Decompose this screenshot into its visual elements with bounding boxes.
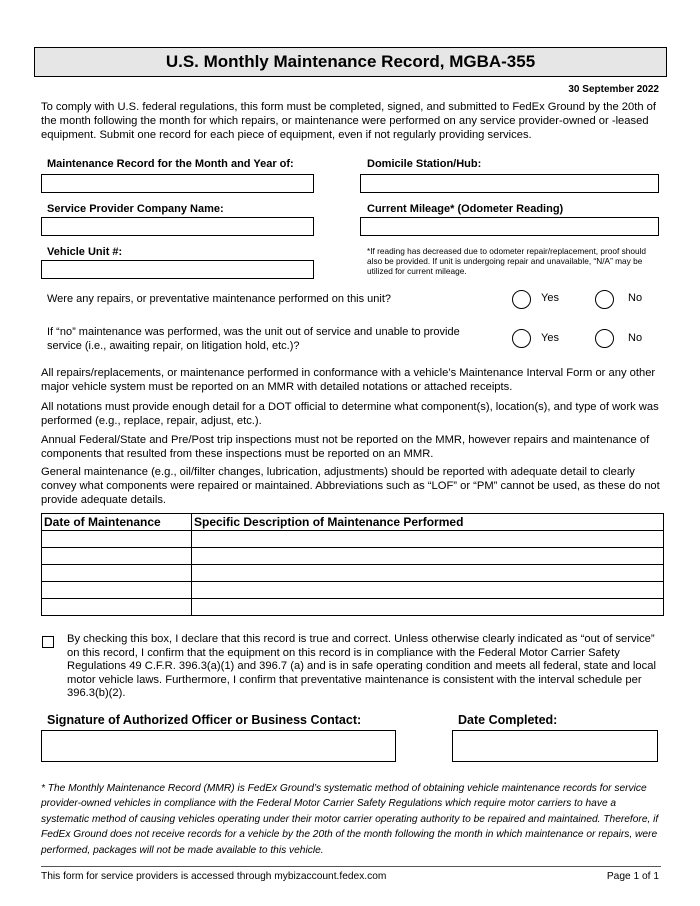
domicile-label: Domicile Station/Hub: [367,158,482,170]
date-completed-input[interactable] [452,730,658,762]
signature-input[interactable] [41,730,396,762]
maintenance-table [41,513,664,616]
oos-no-label: No [628,332,643,344]
repairs-yes-radio[interactable] [512,290,531,309]
oos-no-radio[interactable] [595,329,614,348]
question-repairs: Were any repairs, or preventative maintenance performed on this unit? [47,293,392,305]
signature-label: Signature of Authorized Officer or Business Contact: [47,713,362,727]
instruction-paragraph: All repairs/replacements, or maintenance performed in conformance with a vehicle’s Maintenance Interval Form or any other major vehicle system must be reported on an MMR with detailed notations or attached receipts. [41,367,656,393]
repairs-no-label: No [628,292,643,304]
company-input[interactable] [41,217,314,236]
instruction-paragraph: General maintenance (e.g., oil/filter changes, lubrication, adjustments) should be reported with adequate detail to clearly convey what components were repaired or maintained. Abbreviations such as “LOF” or “PM” cannot be used, as these do not provide adequate details. [41,466,660,506]
date-cell[interactable] [42,548,192,565]
table-row [42,582,664,599]
table-row [42,548,664,565]
description-cell[interactable] [192,599,664,616]
date-cell[interactable] [42,599,192,616]
instruction-paragraph: Annual Federal/State and Pre/Post trip inspections must not be reported on the MMR, however repairs and maintenance of components that resulted from these inspections must be reported on an MMR. [41,434,650,460]
intro-text: To comply with U.S. federal regulations, this form must be completed, signed, and submitted to FedEx Ground by the 20th of the month following the month for which repairs, or maintenance were performed on any service provider-owned or -leased equipment. Submit one record for each piece of equipment, even if not regularly providing services. [41,101,657,141]
description-cell[interactable] [192,548,664,565]
description-cell[interactable] [192,531,664,548]
declaration-text: By checking this box, I declare that this record is true and correct. Unless otherwise clearly indicated as “out of service” on this record, I confirm that the equipment on this record is in compliance with the Federal Motor Carrier Safety Regulations 49 C.F.R. 396.3(a)(1) and 396.7 (a) and is in safe operating condition and meets all federal, state and local motor vehicle laws. Furthermore, I confirm that preventative maintenance is consistent with the interval schedule per 396.3(b)(2). [67,633,656,700]
table-row [42,565,664,582]
date-cell[interactable] [42,531,192,548]
date-cell[interactable] [42,582,192,599]
repairs-yes-label: Yes [541,292,559,304]
domicile-input[interactable] [360,174,659,193]
date-completed-label: Date Completed: [458,713,558,727]
month-year-label: Maintenance Record for the Month and Year of: [47,158,294,170]
mileage-note: *If reading has decreased due to odometer repair/replacement, proof should also be provided. If unit is undergoing repair and unavailable, “N/A” may be utilized for current mileage. [367,246,647,277]
oos-yes-radio[interactable] [512,329,531,348]
vehicle-unit-label: Vehicle Unit #: [47,246,123,258]
mileage-label: Current Mileage* (Odometer Reading) [367,203,564,215]
form-title: U.S. Monthly Maintenance Record, MGBA-355 [34,47,667,77]
table-row [42,599,664,616]
description-cell[interactable] [192,582,664,599]
form-date: 30 September 2022 [568,84,659,95]
col-description-header: Specific Description of Maintenance Performed [192,514,664,531]
date-cell[interactable] [42,565,192,582]
page-number: Page 1 of 1 [606,871,659,882]
table-header-row [42,514,664,531]
vehicle-unit-input[interactable] [41,260,314,279]
question-out-of-service: If “no” maintenance was performed, was the unit out of service and unable to provide service (i.e., awaiting repair, on litigation hold, etc.)? [47,326,460,352]
col-date-header: Date of Maintenance [42,514,192,531]
footer-divider [41,866,661,867]
month-year-input[interactable] [41,174,314,193]
company-label: Service Provider Company Name: [47,203,224,215]
repairs-no-radio[interactable] [595,290,614,309]
footnote: * The Monthly Maintenance Record (MMR) is FedEx Ground’s systematic method of obtaining vehicle maintenance records for service provider-owned vehicles in compliance with the Federal Motor Carrier Safety Regulations which require motor carriers to have a systematic method of causing vehicles operating under their motor carrier operating authority to be repaired and maintained. Therefore, if FedEx Ground does not receive records for a vehicle by the 20th of the month following the month in which maintenance or repairs, were performed, packages will not be made available to this vehicle. [41,783,659,856]
description-cell[interactable] [192,565,664,582]
oos-yes-label: Yes [541,332,559,344]
footer-note: This form for service providers is accessed through mybizaccount.fedex.com [41,871,387,882]
instruction-paragraph: All notations must provide enough detail for a DOT official to determine what component(s), location(s), and type of work was performed (e.g., replace, repair, adjust, etc.). [41,401,659,427]
declaration-checkbox[interactable] [42,636,54,648]
mileage-input[interactable] [360,217,659,236]
table-row [42,531,664,548]
